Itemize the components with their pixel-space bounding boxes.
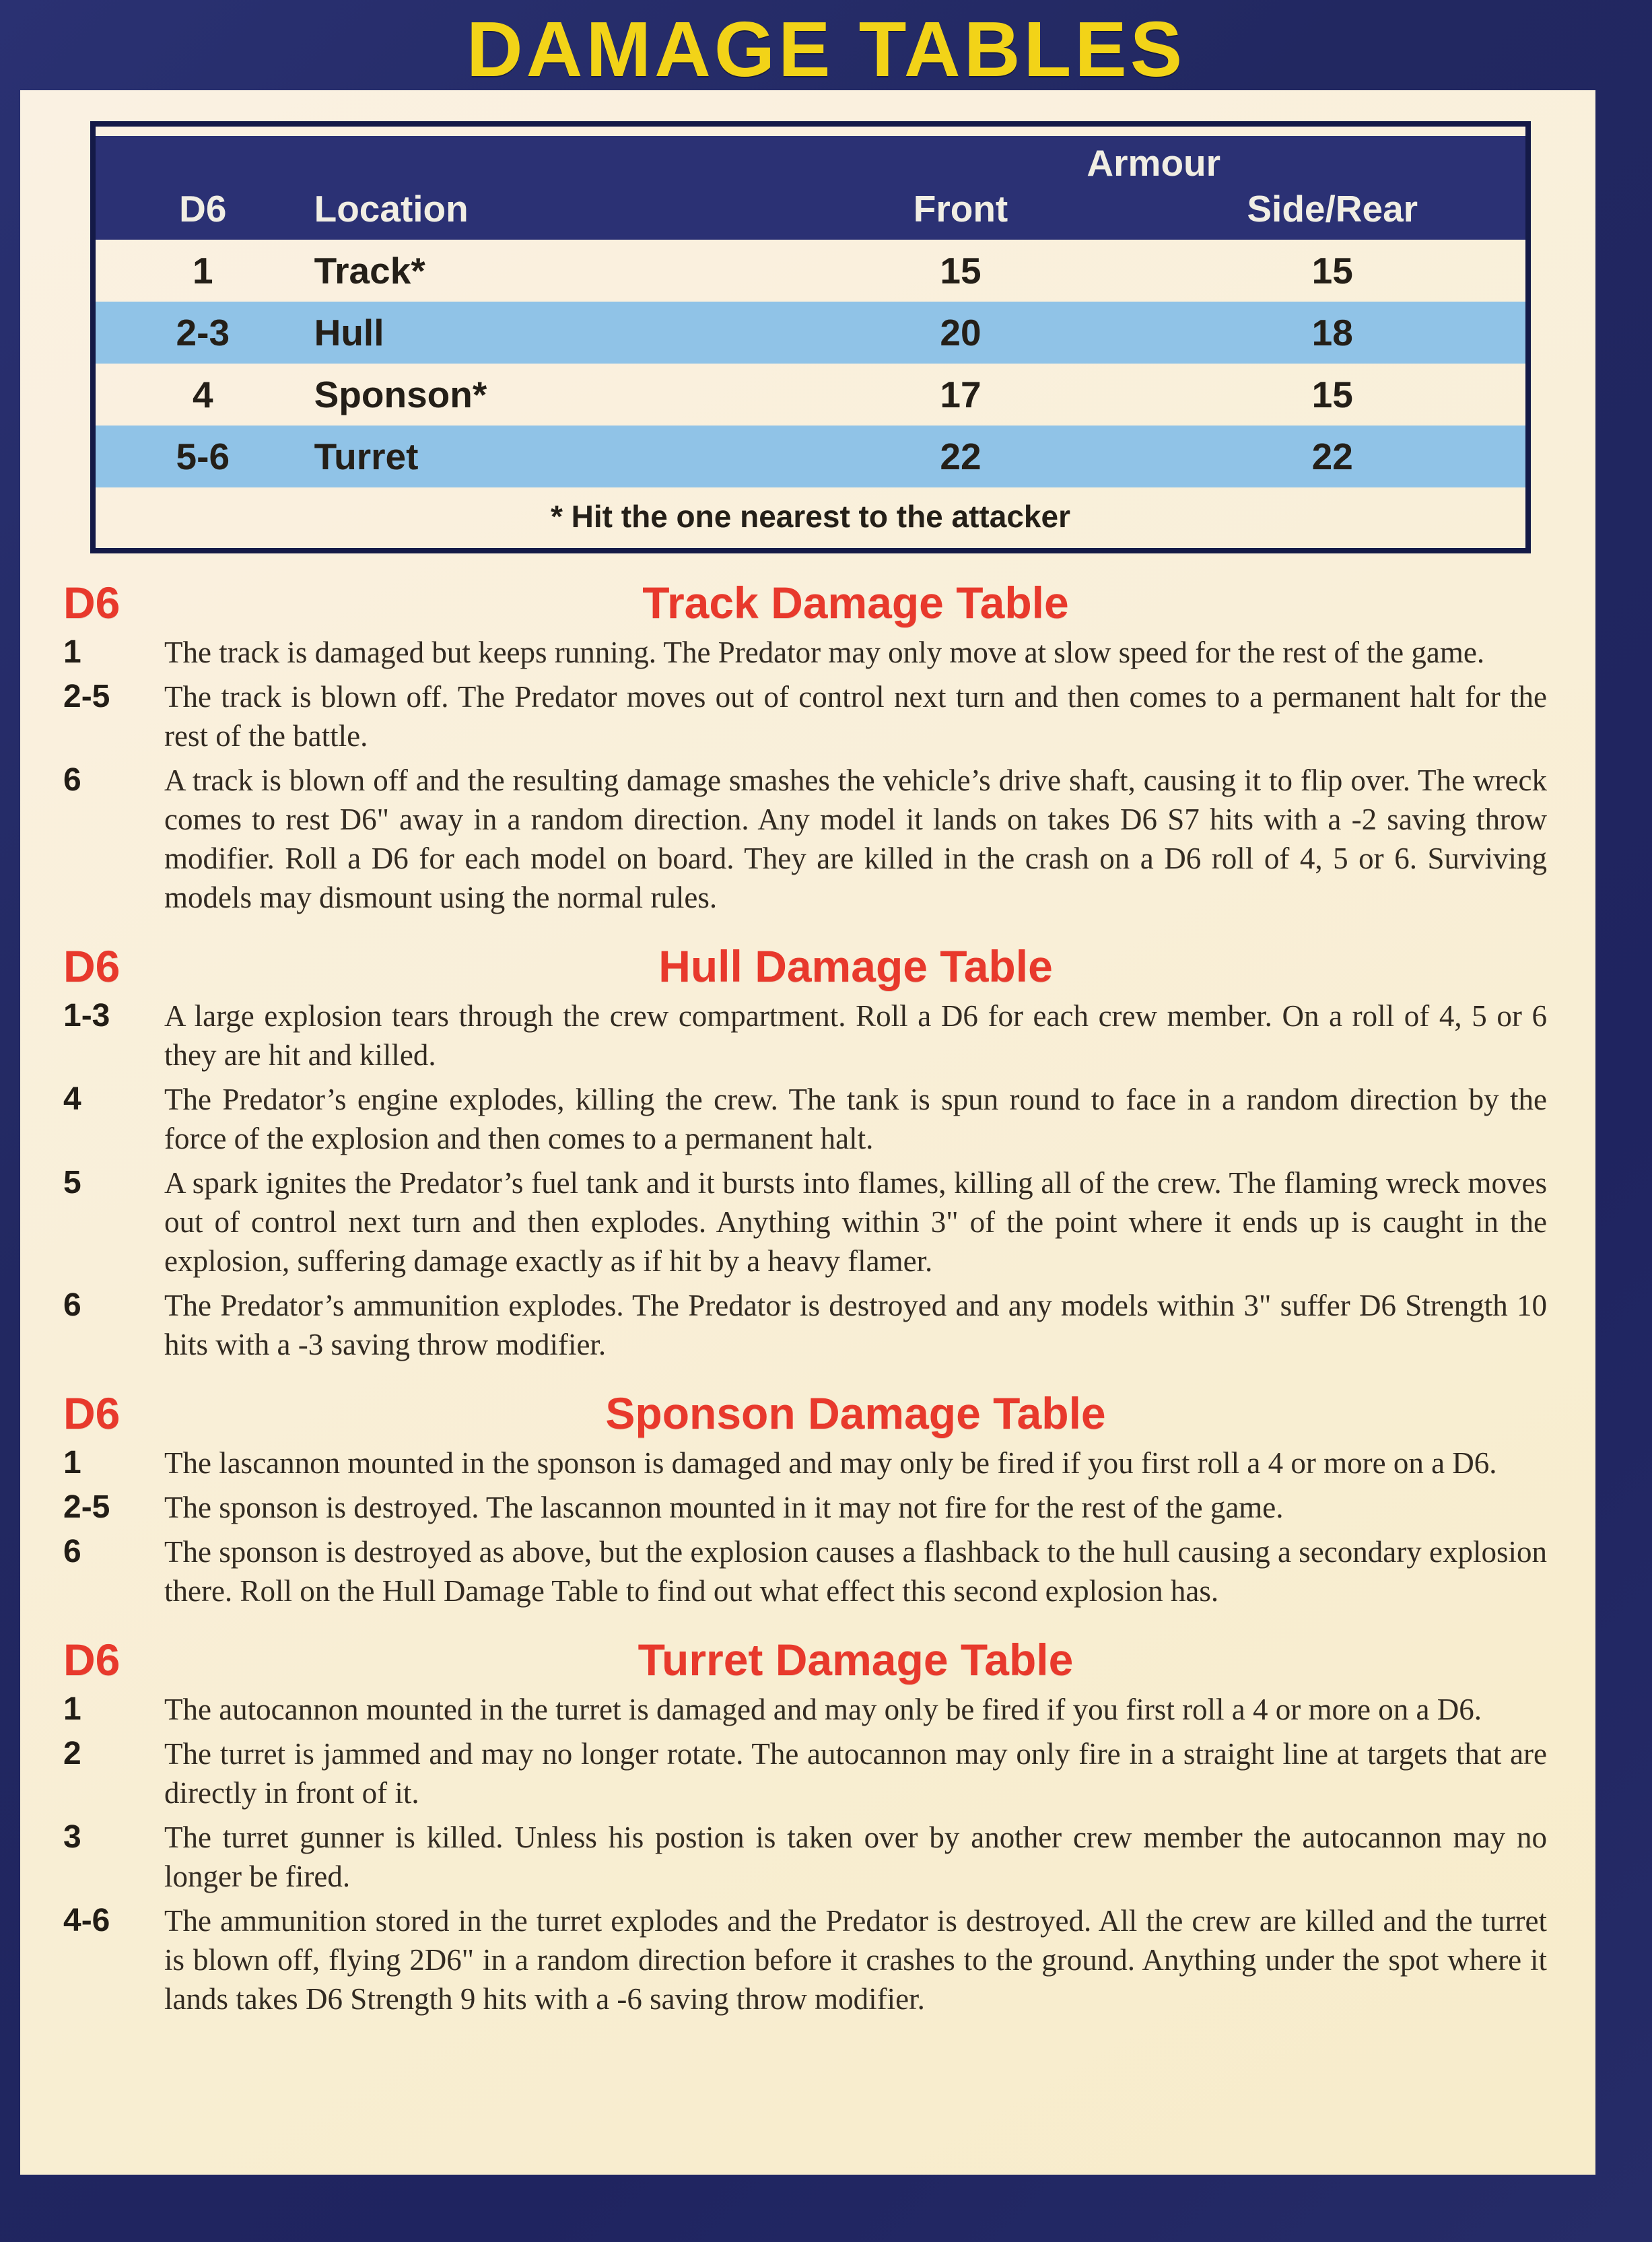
section-header bbox=[63, 1388, 1547, 1438]
entry-text: The sponson is destroyed. The lascannon mounted in it may not fire for the rest of the game. bbox=[164, 1491, 1284, 1524]
damage-entry bbox=[63, 677, 1547, 755]
roll-value: 6 bbox=[63, 1287, 81, 1323]
entry-text: The track is blown off. The Predator moves out of control next turn and then comes to a permanent halt for the rest of the battle. bbox=[164, 680, 1547, 753]
section-header bbox=[63, 941, 1547, 991]
roll-value: 3 bbox=[63, 1819, 81, 1855]
armour-table-footnote: * Hit the one nearest to the attacker bbox=[551, 499, 1070, 534]
cell-side-rear: 15 bbox=[1311, 250, 1353, 292]
roll-value: 1 bbox=[63, 634, 81, 670]
cell-d6: 1 bbox=[193, 250, 213, 292]
cell-location: Turret bbox=[314, 436, 419, 477]
d6-label: D6 bbox=[63, 941, 121, 991]
entry-text: The lascannon mounted in the sponson is damaged and may only be fired if you first roll a 4 or more on a D6. bbox=[164, 1446, 1497, 1480]
damage-entry bbox=[63, 1488, 1547, 1527]
entry-text: The turret gunner is killed. Unless his postion is taken over by another crew member the autocannon may no longer be fired. bbox=[164, 1821, 1547, 1893]
section-title: Sponson Damage Table bbox=[605, 1388, 1106, 1438]
damage-entry bbox=[63, 1734, 1547, 1812]
roll-value: 1-3 bbox=[63, 998, 110, 1033]
section-header bbox=[63, 1635, 1547, 1685]
armour-group-header: Armour bbox=[1087, 142, 1221, 184]
col-d6-header: D6 bbox=[179, 188, 227, 230]
damage-entry bbox=[63, 1690, 1547, 1729]
armour-table bbox=[90, 121, 1531, 553]
cell-side-rear: 18 bbox=[1311, 312, 1353, 353]
entry-text: The track is damaged but keeps running. The Predator may only move at slow speed for the rest of the game. bbox=[164, 636, 1485, 669]
roll-value: 4-6 bbox=[63, 1903, 110, 1938]
entry-text: The autocannon mounted in the turret is damaged and may only be fired if you first roll a 4 or more on a D6. bbox=[164, 1693, 1482, 1726]
damage-entry bbox=[63, 1443, 1547, 1483]
entry-text: The Predator’s engine explodes, killing the crew. The tank is spun round to face in a random direction by the force of the explosion and then comes to a permanent halt. bbox=[164, 1083, 1547, 1155]
damage-entry bbox=[63, 1286, 1547, 1364]
roll-value: 4 bbox=[63, 1081, 81, 1117]
cell-d6: 5-6 bbox=[176, 436, 230, 477]
table-row bbox=[96, 426, 1525, 487]
damage-entry bbox=[63, 996, 1547, 1075]
cell-location: Track* bbox=[314, 250, 425, 292]
table-row bbox=[96, 302, 1525, 364]
cell-front: 15 bbox=[940, 250, 982, 292]
roll-value: 6 bbox=[63, 762, 81, 798]
damage-entry bbox=[63, 1532, 1547, 1610]
table-row bbox=[96, 364, 1525, 426]
entry-text: The sponson is destroyed as above, but the explosion causes a flashback to the hull causing a secondary explosion there. Roll on the Hull Damage Table to find out what effect this second explosion has. bbox=[164, 1535, 1547, 1608]
damage-entry bbox=[63, 1080, 1547, 1158]
cell-location: Hull bbox=[314, 312, 384, 353]
entry-text: A spark ignites the Predator’s fuel tank and it bursts into flames, killing all of the crew. The flaming wreck moves out of control next turn and then explodes. Anything within 3" of the point where it ends up is caught in the explosion, suffering damage exactly as if hit by a heavy flamer. bbox=[164, 1166, 1547, 1278]
damage-entry bbox=[63, 761, 1547, 917]
section-title: Track Damage Table bbox=[642, 578, 1069, 627]
d6-label: D6 bbox=[63, 1635, 121, 1685]
table-row bbox=[96, 240, 1525, 302]
cell-front: 17 bbox=[940, 374, 982, 415]
roll-value: 2-5 bbox=[63, 1489, 110, 1525]
cell-location: Sponson* bbox=[314, 374, 487, 415]
section-turret-damage bbox=[63, 1635, 1547, 2018]
cell-d6: 2-3 bbox=[176, 312, 230, 353]
entry-text: A large explosion tears through the crew compartment. Roll a D6 for each crew member. On a roll of 4, 5 or 6 they are hit and killed. bbox=[164, 999, 1547, 1072]
d6-label: D6 bbox=[63, 578, 121, 627]
section-header bbox=[63, 578, 1547, 627]
damage-entry bbox=[63, 1818, 1547, 1896]
entry-text: The ammunition stored in the turret explodes and the Predator is destroyed. All the crew are killed and the turret is blown off, flying 2D6" in a random direction before it crashes to the ground. Anything under the spot where it lands takes D6 Strength 9 hits with a -6 saving throw modifier. bbox=[164, 1904, 1547, 2016]
cell-front: 20 bbox=[940, 312, 982, 353]
entry-text: The Predator’s ammunition explodes. The Predator is destroyed and any models within 3" suffer D6 Strength 10 hits with a -3 saving throw modifier. bbox=[164, 1289, 1547, 1361]
cell-side-rear: 22 bbox=[1311, 436, 1353, 477]
section-title: Hull Damage Table bbox=[658, 941, 1053, 991]
cell-side-rear: 15 bbox=[1311, 374, 1353, 415]
entry-text: The turret is jammed and may no longer rotate. The autocannon may only fire in a straight line at targets that are directly in front of it. bbox=[164, 1737, 1547, 1810]
rules-card bbox=[20, 90, 1595, 2175]
roll-value: 1 bbox=[63, 1445, 81, 1481]
roll-value: 5 bbox=[63, 1165, 81, 1200]
damage-entry bbox=[63, 1901, 1547, 2018]
roll-value: 1 bbox=[63, 1691, 81, 1727]
roll-value: 6 bbox=[63, 1534, 81, 1569]
entry-text: A track is blown off and the resulting damage smashes the vehicle’s drive shaft, causing it to flip over. The wreck comes to rest D6" away in a random direction. Any model it lands on takes D6 S7 hits with a -2 saving throw modifier. Roll a D6 for each model on board. They are killed in the crash on a D6 roll of 4, 5 or 6. Surviving models may dismount using the normal rules. bbox=[164, 763, 1547, 914]
section-track-damage bbox=[63, 578, 1547, 917]
damage-entry bbox=[63, 633, 1547, 672]
roll-value: 2 bbox=[63, 1736, 81, 1771]
col-side-rear-header: Side/Rear bbox=[1247, 188, 1418, 230]
page-title: DAMAGE TABLES bbox=[466, 5, 1186, 93]
damage-entry bbox=[63, 1163, 1547, 1281]
cell-d6: 4 bbox=[193, 374, 213, 415]
roll-value: 2-5 bbox=[63, 679, 110, 714]
section-sponson-damage bbox=[63, 1388, 1547, 1610]
section-hull-damage bbox=[63, 941, 1547, 1364]
col-front-header: Front bbox=[913, 188, 1008, 230]
armour-table-header bbox=[96, 136, 1525, 240]
cell-front: 22 bbox=[940, 436, 982, 477]
d6-label: D6 bbox=[63, 1388, 121, 1438]
section-title: Turret Damage Table bbox=[638, 1635, 1074, 1685]
col-location-header: Location bbox=[314, 188, 469, 230]
